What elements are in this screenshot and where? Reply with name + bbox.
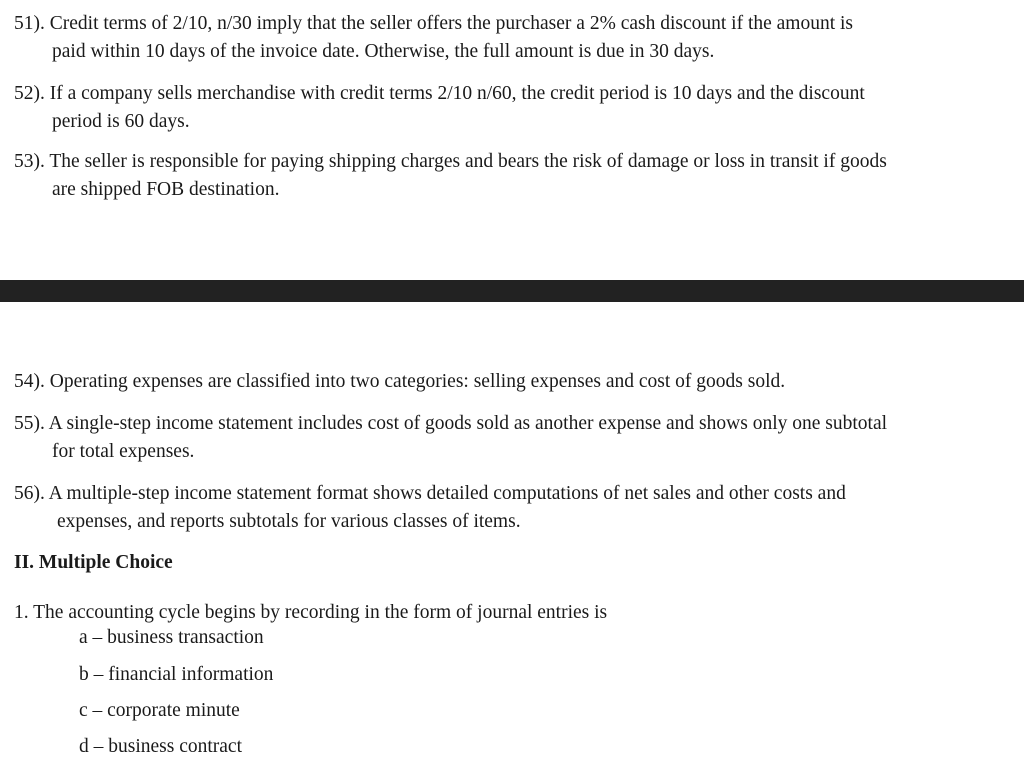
page-divider [0, 280, 1024, 302]
option-b: b – financial information [79, 664, 274, 685]
statement-53-line1: 53). The seller is responsible for paying shipping charges and bears the risk of damage or loss in transit if goods [14, 151, 887, 172]
statement-55 [14, 410, 1006, 466]
statement-53-line2: are shipped FOB destination. [52, 179, 280, 200]
statement-54 [14, 368, 1006, 396]
statement-56-line2: expenses, and reports subtotals for various classes of items. [57, 511, 521, 532]
statement-52-line1: 52). If a company sells merchandise with credit terms 2/10 n/60, the credit period is 10 days and the discount [14, 83, 865, 104]
statement-52 [14, 80, 1006, 136]
section-heading: II. Multiple Choice [14, 552, 173, 573]
statement-51-line2: paid within 10 days of the invoice date. Otherwise, the full amount is due in 30 days. [52, 41, 715, 62]
statement-56 [14, 480, 1006, 536]
statement-53 [14, 148, 1006, 204]
option-d: d – business contract [79, 736, 243, 757]
statement-51-line1: 51). Credit terms of 2/10, n/30 imply that the seller offers the purchaser a 2% cash discount if the amount is [14, 13, 854, 34]
mc-question-1: 1. The accounting cycle begins by recording in the form of journal entries is [14, 602, 608, 623]
statement-56-line1: 56). A multiple-step income statement format shows detailed computations of net sales and other costs and [14, 483, 846, 504]
option-a: a – business transaction [79, 627, 264, 648]
statement-54-line1: 54). Operating expenses are classified into two categories: selling expenses and cost of goods sold. [14, 371, 786, 392]
statement-55-line1: 55). A single-step income statement includes cost of goods sold as another expense and shows only one subtotal [14, 413, 888, 434]
option-c: c – corporate minute [79, 700, 240, 721]
statement-51 [14, 10, 1006, 66]
statement-55-line2: for total expenses. [52, 441, 195, 462]
statement-52-line2: period is 60 days. [52, 111, 190, 132]
